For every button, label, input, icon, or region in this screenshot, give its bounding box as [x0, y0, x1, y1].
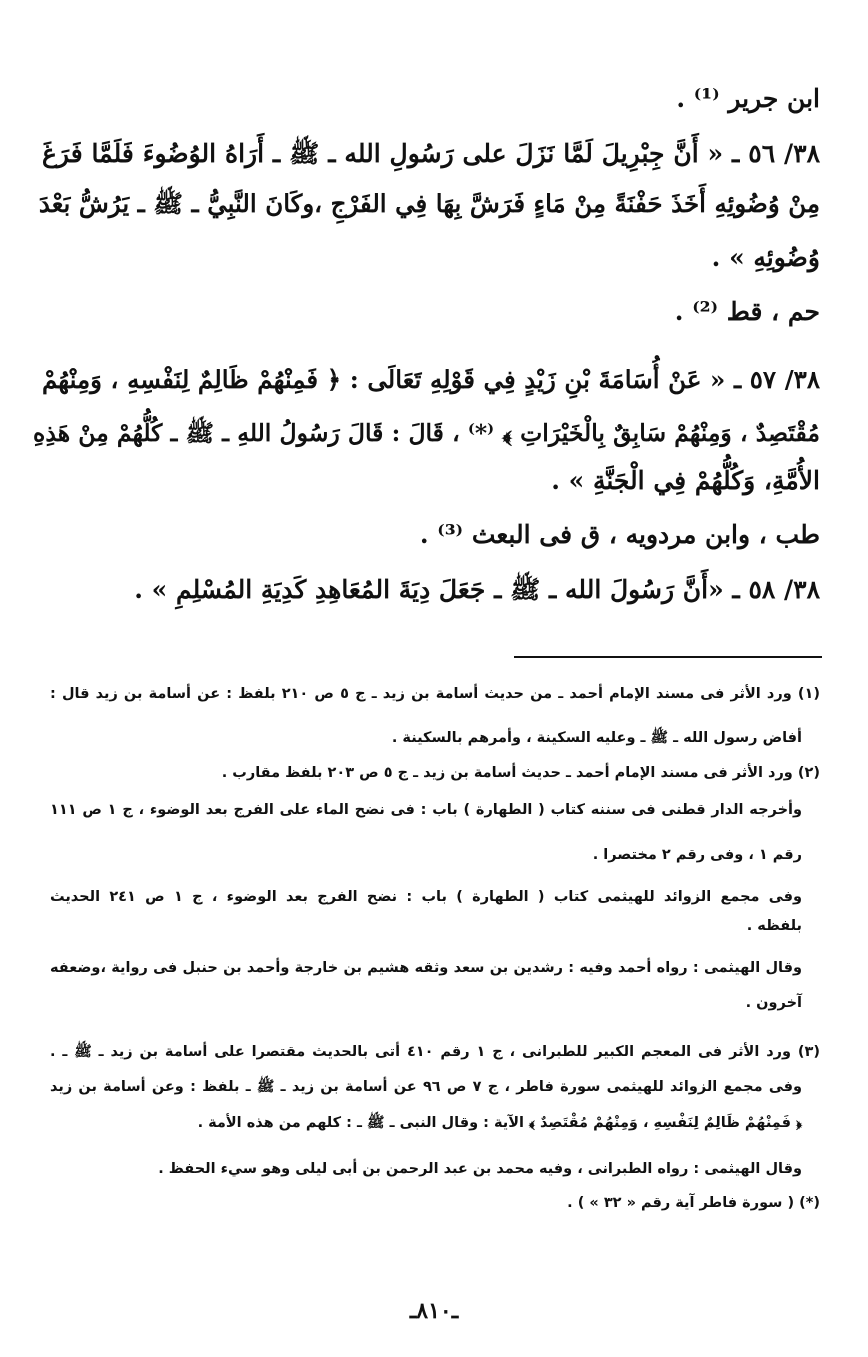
- footnote-star: (*) ( سورة فاطر آية رقم « ٣٢ » ) .: [567, 1195, 820, 1211]
- hadith-56-line-2: مِنْ وُضُوئِهِ أَخَذَ حَفْنَةً مِنْ مَاءٍ فَرَشَّ بِهَا فِي الفَرْجِ ،وكَانَ النَّبِيُّ ـ ﷺ ـ يَرُشُّ بَعْدَ: [38, 189, 820, 218]
- footnote-2-line-6: وقال الهيثمى : رواه أحمد وفيه : رشدين بن سعد وثقه هشيم بن خارجة وأحمد بن حنبل فى رواية ،وضعفه: [50, 960, 802, 976]
- footnote-2-line-3: رقم ١ ، وفى رقم ٢ مختصرا .: [592, 847, 802, 863]
- footnote-2-line-1: (٢) ورد الأثر فى مسند الإمام أحمد ـ حديث أسامة بن زيد ـ ج ٥ ص ٢٠٣ بلفظ مقارب .: [221, 765, 820, 781]
- footnote-1-line-2: أفاض رسول الله ـ ﷺ ـ وعليه السكينة ، وأمرهم بالسكينة .: [391, 730, 802, 746]
- page-number: ـ٨١٠ـ: [409, 1298, 459, 1324]
- footnote-3-line-1: (٣) ورد الأثر فى المعجم الكبير للطبرانى ، ج ١ رقم ٤١٠ أتى بالحديث مقتصرا على أسامة بن زيد ـ ﷺ ـ .: [50, 1044, 821, 1060]
- text-line: ابن جرير ⁽¹⁾ .: [676, 84, 820, 113]
- source-reference: حم ، قط ⁽²⁾ .: [674, 297, 820, 326]
- footnote-1-line-1: (١) ورد الأثر فى مسند الإمام أحمد ـ من حديث أسامة بن زيد ـ ج ٥ ص ٢١٠ بلفظ : عن أسامة بن زيد قال :: [50, 686, 820, 702]
- footnote-3-line-3: ﴿ فَمِنْهُمْ ظَالِمٌ لِنَفْسِهِ ، وَمِنْهُمْ مُقْتَصِدٌ ﴾ الآية : وقال النبى ـ ﷺ ـ : كلهم من هذه الأمة .: [197, 1115, 802, 1131]
- footnote-separator: [514, 656, 822, 658]
- footnote-2-line-4: وفى مجمع الزوائد للهيثمى كتاب ( الطهارة ) باب : نضح الفرج بعد الوضوء ، ج ١ ص ٢٤١ الحديث: [50, 889, 802, 905]
- hadith-56-line-1: ٣٨/ ٥٦ ـ « أَنَّ جِبْرِيلَ لَمَّا نَزَلَ على رَسُولِ الله ـ ﷺ ـ أَرَاهُ الوُضُوءَ فَلَمَّا فَرَغَ: [42, 139, 820, 168]
- hadith-57-line-3: الأُمَّةِ، وَكُلُّهُمْ فِي الْجَنَّةِ » .: [551, 466, 820, 495]
- footnote-3-line-2: وفى مجمع الزوائد للهيثمى سورة فاطر ، ج ٧ ص ٩٦ عن أسامة بن زيد ـ ﷺ ـ بلفظ : وعن أسامة بن زيد: [50, 1079, 803, 1095]
- hadith-57-line-2: مُقْتَصِدٌ ، وَمِنْهُمْ سَابِقٌ بِالْخَيْرَاتِ ﴾ ⁽*⁾ ، قَالَ : قَالَ رَسُولُ اللهِ ـ ﷺ ـ كُلُّهُمْ مِنْ هَذِهِ: [33, 419, 820, 447]
- footnote-2-line-7: آخرون .: [745, 995, 802, 1011]
- source-reference: طب ، وابن مردويه ، ق فى البعث ⁽³⁾ .: [419, 520, 820, 549]
- hadith-56-line-3: وُضُوئِهِ » .: [711, 243, 820, 272]
- footnote-3-line-4: وقال الهيثمى : رواه الطبرانى ، وفيه محمد بن عبد الرحمن بن أبى ليلى وهو سيء الحفظ .: [158, 1161, 802, 1177]
- hadith-58-line-1: ٣٨/ ٥٨ ـ «أَنَّ رَسُولَ الله ـ ﷺ ـ جَعَلَ دِيَةَ المُعَاهِدِ كَدِيَةِ المُسْلِمِ » .: [134, 575, 820, 604]
- footnote-2-line-5: بلفظه .: [746, 918, 802, 934]
- hadith-57-line-1: ٣٨/ ٥٧ ـ « عَنْ أُسَامَةَ بْنِ زَيْدٍ فِي قَوْلِهِ تَعَالَى : ﴿ فَمِنْهُمْ ظَالِمٌ لِنَفْسِهِ ، وَمِنْهُمْ: [42, 365, 820, 394]
- footnote-2-line-2: وأخرجه الدار قطنى فى سننه كتاب ( الطهارة ) باب : فى نضح الماء على الفرج بعد الوضوء ، ج ١ ص ١١١: [50, 802, 803, 818]
